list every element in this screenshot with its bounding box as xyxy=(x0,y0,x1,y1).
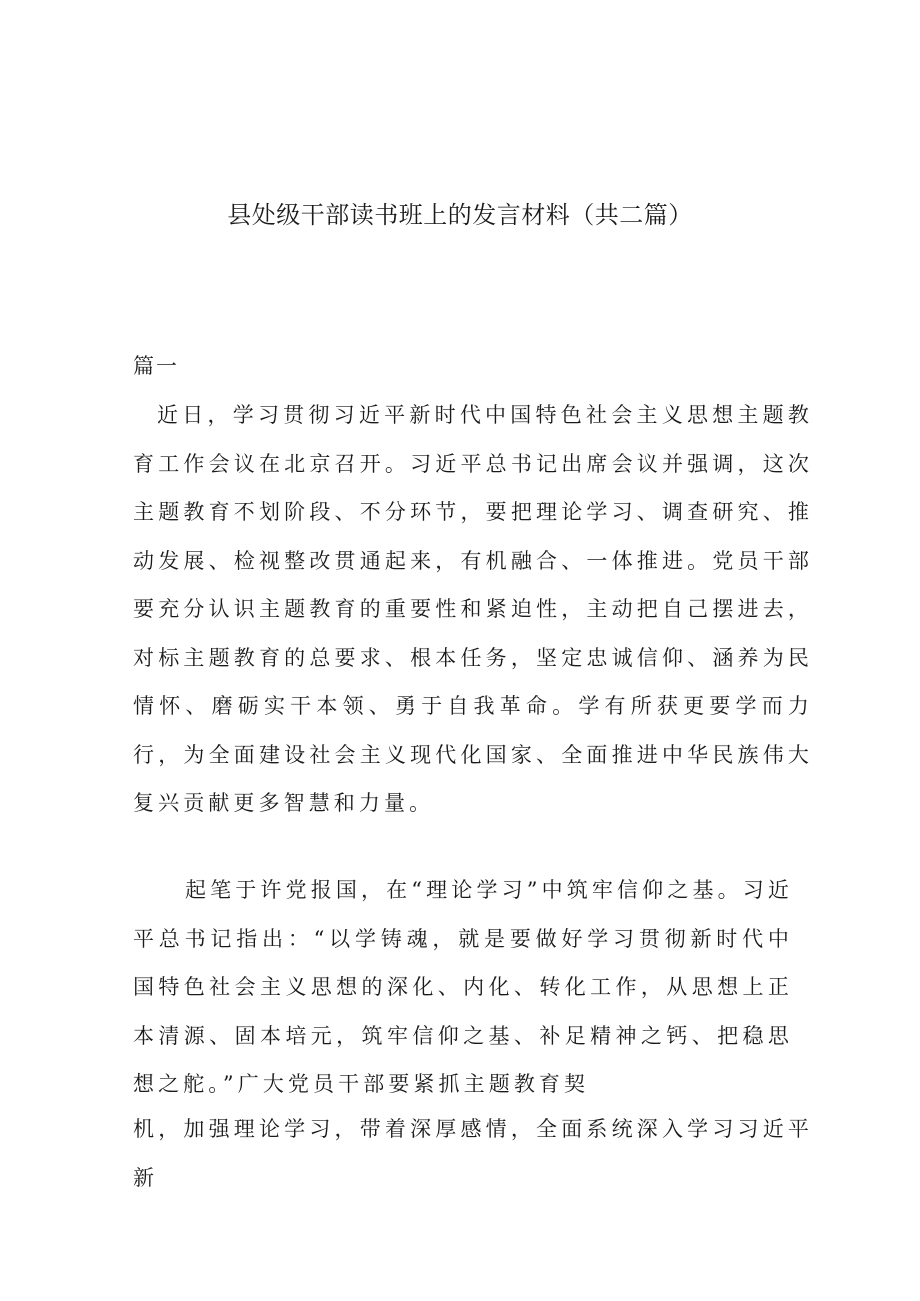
paragraph-2-continued: 机，加强理论学习，带着深厚感情，全面系统深入学习习近平新 xyxy=(133,1117,813,1190)
paragraph-2: 起笔于许党报国，在“理论学习”中筑牢信仰之基。习近平总书记指出：“以学铸魂，就是要做好学习贯彻新时代中国特色社会主义思想的深化、内化、转化工作，从思想上正本清源、固本培元，筑牢信仰之基、补足精神之钙、把稳思想之舵。”广大党员干部要紧抓主题教育契 xyxy=(133,878,793,1096)
paragraph-1: 近日，学习贯彻习近平新时代中国特色社会主义思想主题教育工作会议在北京召开。习近平总书记出席会议并强调，这次主题教育不划阶段、不分环节，要把理论学习、调查研究、推动发展、检视整改贯通起来，有机融合、一体推进。党员干部要充分认识主题教育的重要性和紧迫性，主动把自己摆进去，对标主题教育的总要求、根本任务，坚定忠诚信仰、涵养为民情怀、磨砺实干本领、勇于自我革命。学有所获更要学而力行，为全面建设社会主义现代化国家、全面推进中华民族伟大复兴贡献更多智慧和力量。 xyxy=(133,403,813,815)
section-label: 篇一 xyxy=(133,354,179,378)
document-title: 县处级干部读书班上的发言材料（共二篇） xyxy=(227,201,693,229)
